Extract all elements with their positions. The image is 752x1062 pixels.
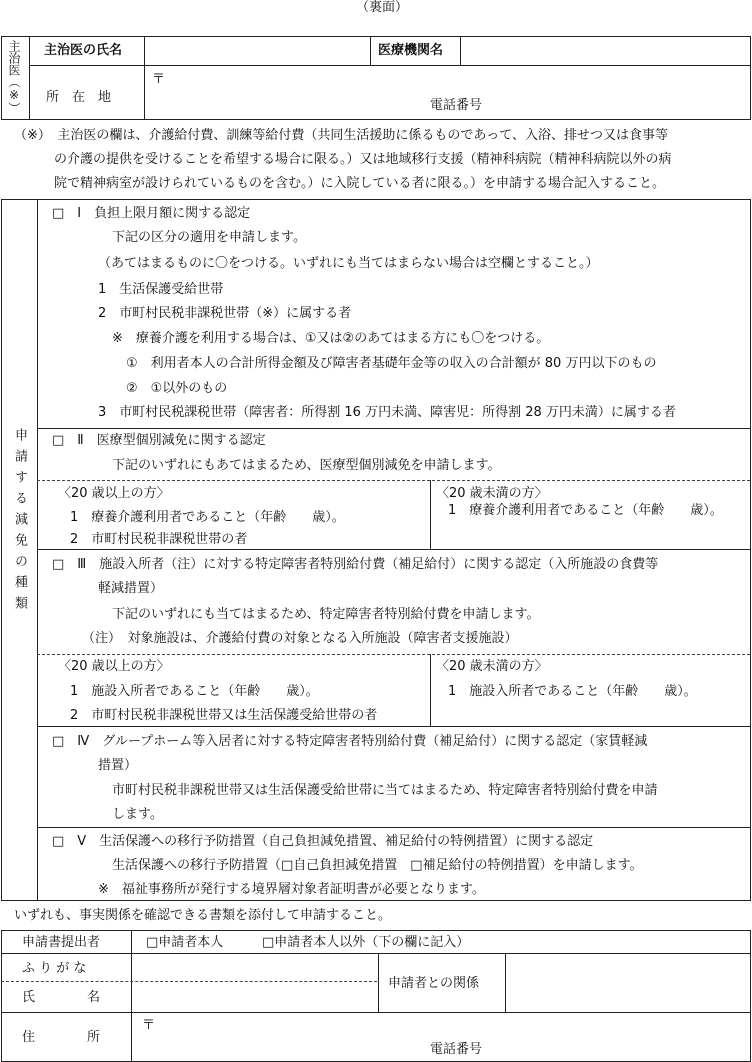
sec3-right-item: 1 施設入所者であること（年齢 歳）。 xyxy=(448,684,697,699)
applicant-phone-label: 電話番号 xyxy=(430,1042,483,1057)
sec2-right-item: 1 療養介護利用者であること（年齢 歳）。 xyxy=(448,503,723,518)
note-line: の介護の提供を受けることを希望する場合に限る。）又は地域移行支援（精神科病院（精神科病院以外の病 xyxy=(54,152,672,167)
sec1-option: ② ①以外のもの xyxy=(126,381,228,396)
sec2-left-item: 2 市町村民税非課税世帯の者 xyxy=(70,532,248,547)
sec4-line: 措置） xyxy=(98,758,138,773)
relation-field[interactable] xyxy=(507,955,748,1011)
reduction-side-label: 申請する減免の種類 xyxy=(12,428,27,617)
doctor-postal-mark: 〒 xyxy=(152,72,166,87)
sec5-title: □ Ⅴ 生活保護への移行予防措置（自己負担減免措置、補足給付の特例措置）に関する認定 xyxy=(52,834,594,849)
submitter-self-option[interactable]: □申請者本人 xyxy=(146,935,224,950)
sec1-option: 1 生活保護受給世帯 xyxy=(98,282,224,297)
sec1-option: 3 市町村民税課税世帯（障害者：所得割 16 万円未満、障害児：所得割 28 万円未満）に属する者 xyxy=(98,405,676,420)
doctor-name-field[interactable] xyxy=(146,38,368,64)
applicant-name-field[interactable] xyxy=(133,983,376,1011)
sec3-line: 軽減措置） xyxy=(98,581,164,596)
note-line: 院で精神病室が設けられているものを含む。）に入院している者に限る。）を申請する場合記入すること。 xyxy=(54,176,666,191)
submitter-label: 申請書提出者 xyxy=(22,935,101,950)
furigana-label: ふ り が な xyxy=(22,961,87,976)
furigana-field[interactable] xyxy=(133,955,376,980)
institution-field[interactable] xyxy=(462,38,748,64)
sec3-footnote: （注） 対象施設は、介護給付費の対象となる入所施設（障害者支援施設） xyxy=(82,631,518,646)
sec1-option: 2 市町村民税非課税世帯（※）に属する者 xyxy=(98,306,352,321)
note-line: （※） 主治医の欄は、介護給付費、訓練等給付費（共同生活援助に係るものであって、入浴、排せつ又は食事等 xyxy=(14,128,669,143)
applicant-postal-mark: 〒 xyxy=(142,1018,156,1033)
applicant-address-label: 住 所 xyxy=(22,1030,101,1045)
doctor-name-label: 主治医の氏名 xyxy=(44,43,123,58)
sec2-right-heading: 〈20 歳未満の方〉 xyxy=(436,486,548,501)
doctor-phone-label: 電話番号 xyxy=(430,98,483,113)
sec3-title: □ Ⅲ 施設入所者（注）に対する特定障害者特別給付費（補足給付）に関する認定（入所施設の食費等 xyxy=(52,557,659,572)
doctor-side-label: 主治医（※） xyxy=(7,40,21,114)
applicant-name-label: 氏 名 xyxy=(22,990,101,1005)
sec1-line: ※ 療養介護を利用する場合は、①又は②のあてはまる方にも〇をつける。 xyxy=(112,331,550,346)
sec5-line: ※ 福祉事務所が発行する境界層対象者証明書が必要となります。 xyxy=(98,882,485,897)
sec2-title: □ Ⅱ 医療型個別減免に関する認定 xyxy=(52,433,266,448)
sec3-left-item: 2 市町村民税非課税世帯又は生活保護受給世帯の者 xyxy=(70,708,378,723)
sec5-line: 生活保護への移行予防措置（□自己負担減免措置 □補足給付の特例措置）を申請します。 xyxy=(112,858,643,873)
sec4-line: します。 xyxy=(112,807,163,822)
sec3-right-heading: 〈20 歳未満の方〉 xyxy=(436,659,548,674)
sec2-left-heading: 〈20 歳以上の方〉 xyxy=(58,486,170,501)
attachment-note: いずれも、事実関係を確認できる書類を添付して申請すること。 xyxy=(14,908,392,923)
institution-label: 医療機関名 xyxy=(378,43,444,58)
sec1-title: □ Ⅰ 負担上限月額に関する認定 xyxy=(52,206,251,221)
sec2-left-item: 1 療養介護利用者であること（年齢 歳）。 xyxy=(70,510,345,525)
sec4-title: □ Ⅳ グループホーム等入居者に対する特定障害者特別給付費（補足給付）に関する認定（家賃軽減 xyxy=(52,734,648,749)
sec2-line: 下記のいずれにもあてはまるため、医療型個別減免を申請します。 xyxy=(112,458,501,473)
sec3-left-item: 1 施設入所者であること（年齢 歳）。 xyxy=(70,684,319,699)
doctor-address-label: 所 在 地 xyxy=(46,90,112,105)
sec4-line: 市町村民税非課税世帯又は生活保護受給世帯に当てはまるため、特定障害者特別給付費を申請 xyxy=(112,783,658,798)
sec1-line: 下記の区分の適用を申請します。 xyxy=(112,230,306,245)
page-label: （裏面） xyxy=(356,0,409,15)
relation-label: 申請者との関係 xyxy=(388,976,480,991)
sec3-line: 下記のいずれにも当てはまるため、特定障害者特別給付費を申請します。 xyxy=(112,607,540,622)
sec1-option: ① 利用者本人の合計所得金額及び障害者基礎年金等の収入の合計額が 80 万円以下のもの xyxy=(126,356,657,371)
submitter-other-option[interactable]: □申請者本人以外（下の欄に記入） xyxy=(262,935,470,950)
sec3-left-heading: 〈20 歳以上の方〉 xyxy=(58,659,170,674)
sec1-line: （あてはまるものに〇をつける。いずれにも当てはまらない場合は空欄とすること。） xyxy=(98,256,599,271)
